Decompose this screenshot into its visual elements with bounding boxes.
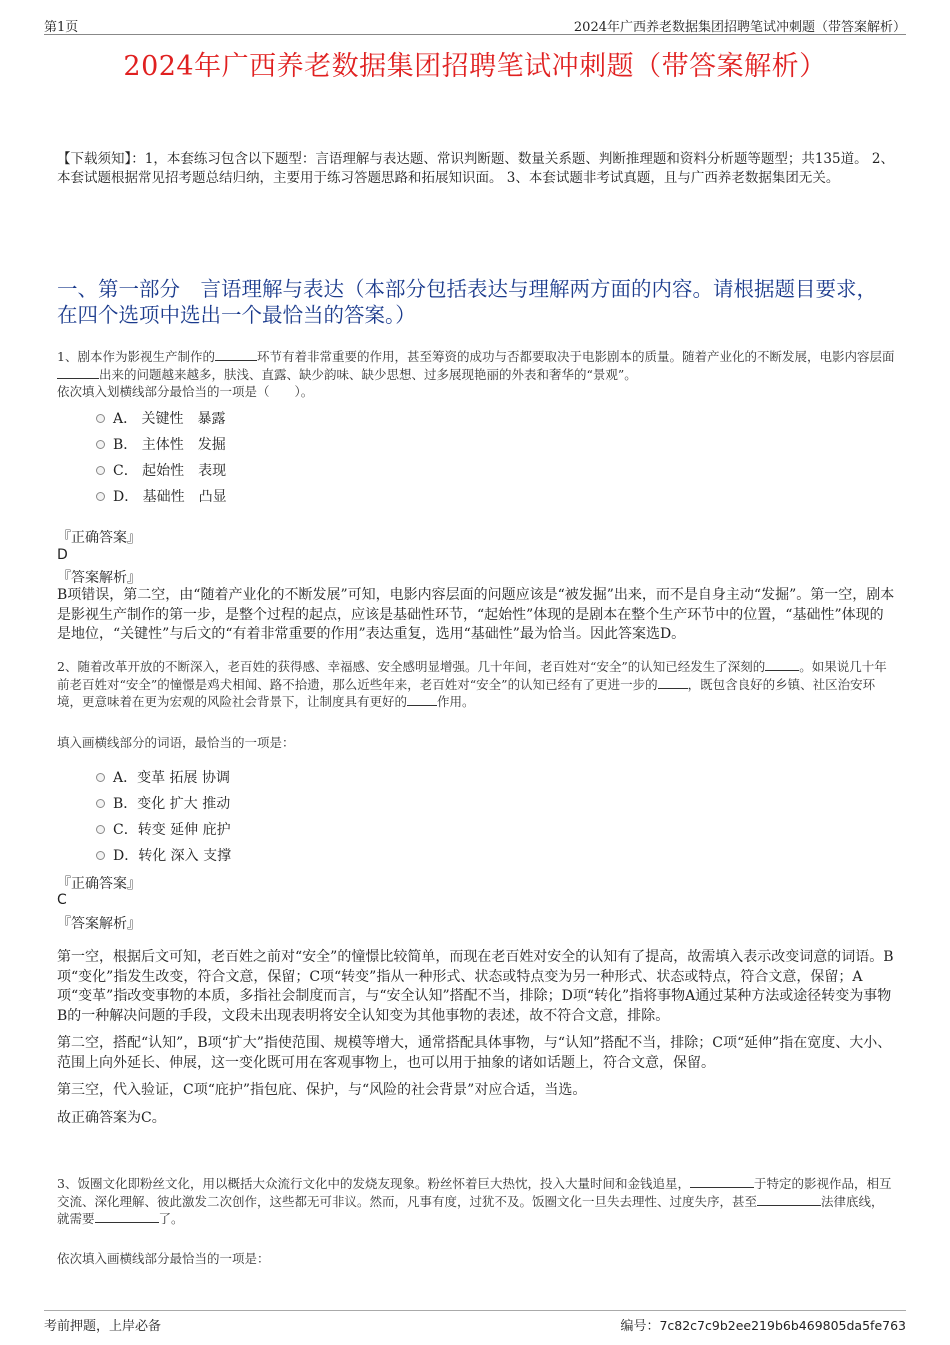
option-a[interactable]: A． 关键性 暴露 [96,405,227,431]
download-notice: 【下载须知】：1，本套练习包含以下题型：言语理解与表达题、常识判断题、数量关系题、判断推理题和资料分析题等题型；共135道。 2、本套试题根据常见招考题总结归纳，主要用于练习答题思路和拓展知识面。 3、本套试题非考试真题，且与广西养老数据集团无关。 [57,151,894,186]
option-d[interactable]: D． 基础性 凸显 [96,483,227,509]
option-d[interactable]: D．转化 深入 支撑 [96,842,231,868]
question-2-explanation [57,948,895,1136]
question-1-explanation: B项错误，第二空，由“随着产业化的不断发展”可知，电影内容层面的问题应该是“被发掘”出来，而不是自身主动“发掘”。第一空，剧本是影视生产制作的第一步，是整个过程的起点，应该是基础性环节，“起始性”体现的是剧本在整个生产环节中的位置，“基础性”体现的是地位，“关键性”与后文的“有着非常重要的作用”表达重复，选用“基础性”最为恰当。因此答案选D。 [57,587,895,642]
option-c[interactable]: C． 起始性 表现 [96,457,227,483]
footer-code: 编号：7c82c7c9b2ee219b6b469805da5fe763 [620,1318,906,1334]
question-1-prompt: 依次填入划横线部分最恰当的一项是（ ）。 [57,384,314,399]
radio-icon[interactable] [96,414,105,423]
radio-icon[interactable] [96,825,105,834]
blank [57,366,99,379]
question-2-options [96,764,231,868]
question-2-prompt: 填入画横线部分的词语，最恰当的一项是： [57,735,295,750]
blank [407,693,437,706]
header-doc-title: 2024年广西养老数据集团招聘笔试冲刺题（带答案解析） [573,20,906,35]
footer-slogan: 考前押题，上岸必备 [44,1319,162,1334]
explanation-paragraph: 第二空，搭配“认知”，B项“扩大”指使范围、规模等增大，通常搭配具体事物，与“认知”搭配不当，排除；C项“延伸”指在宽度、大小、范围上向外延长、伸展，这一变化既可用在客观事物上，也可以用于抽象的诸如话题上，符合文意，保留。 [57,1035,892,1071]
question-1-options [96,405,227,509]
explanation-label: 『答案解析』 [57,570,141,586]
explanation-label: 『答案解析』 [57,916,141,932]
answer-label: 『正确答案』 [57,876,141,892]
option-c[interactable]: C．转变 延伸 庇护 [96,816,231,842]
question-1-text: 1、剧本作为影视生产制作的 环节有着非常重要的作用，甚至筹资的成功与否都要取决于电影剧本的质量。随着产业化的不断发展，电影内容层面出来的问题越来越多，肤浅、直露、缺少韵味、缺少思想、过多展现艳丽的外表和奢华的“景观”。 依次填入划横线部分最恰当的一项是（ ）。 [57,349,895,399]
answer-label: 『正确答案』 [57,530,141,546]
radio-icon[interactable] [96,773,105,782]
section-heading: 一、第一部分 言语理解与表达（本部分包括表达与理解两方面的内容。请根据题目要求，在四个选项中选出一个最恰当的答案。） [57,277,877,327]
page-header [44,14,906,35]
blank [95,1210,159,1223]
radio-icon[interactable] [96,466,105,475]
option-b[interactable]: B．变化 扩大 推动 [96,790,231,816]
blank [765,658,799,671]
page-title: 2024年广西养老数据集团招聘笔试冲刺题（带答案解析） [123,51,827,82]
question-3-prompt: 依次填入画横线部分最恰当的一项是： [57,1251,270,1266]
radio-icon[interactable] [96,440,105,449]
explanation-paragraph: 第一空，根据后文可知，老百姓之前对“安全”的憧憬比较简单，而现在老百姓对安全的认知有了提高，故需填入表示改变词意的词语。B项“变化”指发生改变，符合文意，保留；C项“转变”指从一种形式、状态或特点变为另一种形式、状态或特点，符合文意，保留；A项“变革”指改变事物的本质，多指社会制度而言，与“安全认知”搭配不当，排除；D项“转化”指将事物A通过某种方法或途径转变为事物B的一种解决问题的手段，文段未出现表明将安全认知变为其他事物的表述，故不符合文意，排除。 [57,949,894,1024]
option-b[interactable]: B． 主体性 发掘 [96,431,227,457]
question-2-text: 2、随着改革开放的不断深入，老百姓的获得感、幸福感、安全感明显增强。几十年间，老百姓对“安全”的认知已经发生了深刻的 。如果说几十年前老百姓对“安全”的憧憬是鸡犬相闻、路不拾遗，那么近些年来，老百姓对“安全”的认知已经有了更进一步的 ，既包含良好的乡镇、社区治安环境，更意味着在更为宏观的风险社会背景下，让制度具有更好的 作用。 [57,659,887,709]
radio-icon[interactable] [96,799,105,808]
explanation-paragraph: 第三空，代入验证，C项“庇护”指包庇、保护，与“风险的社会背景”对应合适，当选。 [57,1082,587,1098]
radio-icon[interactable] [96,492,105,501]
blank [215,348,257,361]
blank [658,676,688,689]
page-number: 第1页 [44,20,79,35]
option-a[interactable]: A．变革 拓展 协调 [96,764,231,790]
question-3-text: 3、饭圈文化即粉丝文化，用以概括大众流行文化中的发烧友现象。粉丝怀着巨大热忱，投入大量时间和金钱追星， 于特定的影视作品，相互交流、深化理解、彼此激发二次创作，这些都无可非议。然而，凡事有度，过犹不及。饭圈文化一旦失去理性、过度失序，甚至 法律底线，就需要 了。 [57,1176,892,1226]
answer-value: C [57,892,67,908]
radio-icon[interactable] [96,851,105,860]
answer-value: D [57,547,68,563]
blank [690,1175,754,1188]
page-footer [44,1310,906,1333]
explanation-paragraph: 故正确答案为C。 [57,1109,166,1126]
blank [757,1193,821,1206]
